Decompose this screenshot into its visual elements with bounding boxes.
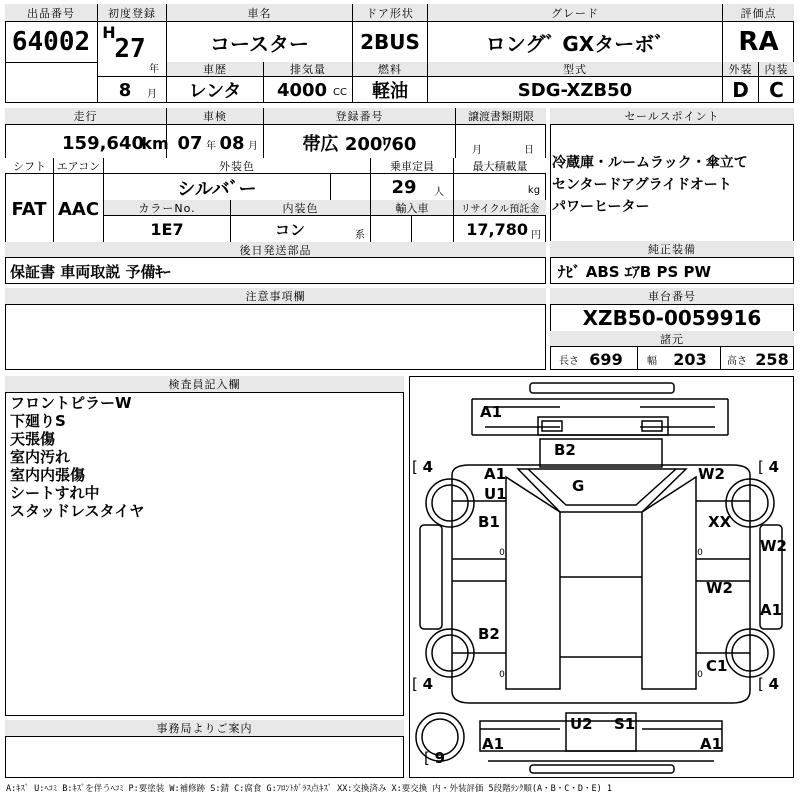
damage-legend: A:ｷｽﾞ U:ﾍｺﾐ B:ｷｽﾞを伴うﾍｺﾐ P:要塗装 W:補修跡 S:錆 C:腐食 G:ﾌﾛﾝﾄｶﾞﾗｽ点ｷｽﾞ XX:交換済み X:要交換 内・外装評価 5段階ﾗﾝｸ順(A・B・C・D・E) 1 — [6, 784, 612, 794]
score: RA — [738, 27, 779, 57]
grade-label: グレード — [428, 4, 722, 22]
history: レンタ — [188, 81, 242, 102]
svg-text:0: 0 — [499, 548, 505, 558]
transfer-day-unit: 日 — [524, 144, 534, 156]
width: 203 — [673, 349, 707, 369]
exterior-grade: D — [732, 78, 749, 102]
recycle-unit: 円 — [531, 229, 541, 241]
capacity-label: 乗車定員 — [371, 158, 453, 174]
sales-points-label: セールスポイント — [550, 108, 794, 125]
damage-right-rear: C1 — [706, 657, 728, 675]
score-label: 評価点 — [723, 4, 794, 22]
door-label: ドア形状 — [353, 4, 427, 22]
interior-color-label: 内装色 — [231, 200, 370, 216]
inspector-label: 検査員記入欄 — [5, 376, 404, 393]
grade: ロングﾞ GXターボﾞ — [485, 31, 665, 56]
reg-number: 帯広 200ﾜ60 — [302, 134, 417, 155]
width-label: 幅 — [647, 355, 657, 367]
damage-rear-bumper-right: A1 — [700, 735, 723, 753]
shift-label: シフト — [5, 158, 53, 174]
damage-hood: B2 — [554, 441, 576, 459]
tire-tread-front-right: [ 4 — [758, 458, 780, 476]
model-label: 型式 — [428, 62, 722, 77]
damage-right-panel: W2 — [706, 579, 733, 597]
inspection-year: 07 — [177, 132, 203, 154]
color-no-label: カラーNo. — [104, 200, 230, 216]
interior-color: コン — [274, 221, 305, 239]
length: 699 — [589, 349, 623, 369]
model: SDG-XZB50 — [517, 79, 633, 101]
height: 258 — [755, 349, 789, 369]
inspector-note: シートすれ中 — [10, 484, 100, 502]
inspector-note: 室内内張傷 — [10, 466, 86, 484]
damage-windshield: G — [572, 477, 585, 495]
fuel-label: 燃料 — [353, 62, 427, 77]
inspector-note: 下廻りS — [10, 412, 66, 430]
first-reg-year: 27 — [114, 34, 146, 64]
damage-right-pillar: W2 — [698, 465, 725, 483]
interior-label: 内装 — [759, 62, 794, 77]
height-label: 高さ — [727, 355, 747, 367]
import-label: 輸入車 — [371, 200, 453, 216]
parts-label: 後日発送部品 — [5, 242, 546, 258]
fuel: 軽油 — [372, 81, 408, 102]
damage-left-pillar-u: U1 — [484, 485, 507, 503]
sales-point: パワーヒーター — [552, 199, 650, 215]
chassis-label: 車台番号 — [550, 288, 794, 305]
first-reg-year-unit: 年 — [149, 63, 159, 75]
inspection-month-unit: 月 — [248, 140, 258, 152]
inspector-note: 室内汚れ — [10, 448, 71, 466]
tire-tread-rear-right: [ 4 — [758, 675, 780, 693]
displacement-label: 排気量 — [264, 62, 352, 77]
exterior-label: 外装 — [723, 62, 758, 77]
recycle-label: リサイクル預託金 — [454, 200, 546, 216]
displacement-unit: CC — [333, 86, 347, 98]
inspection-label: 車検 — [167, 108, 263, 125]
length-label: 長さ — [559, 355, 579, 367]
reg-number-label: 登録番号 — [264, 108, 455, 125]
damage-right-side-door-w2: W2 — [760, 537, 787, 555]
car-name-label: 車名 — [167, 4, 352, 22]
damage-left-rear: B2 — [478, 625, 500, 643]
mileage: 159,640 — [62, 132, 144, 154]
spare-tire-tread: [ 9 — [424, 749, 446, 767]
lot-number: 64002 — [11, 27, 91, 57]
damage-right-xx: XX — [708, 513, 732, 531]
mileage-label: 走行 — [5, 108, 166, 125]
inspector-note: フロントピラーW — [10, 394, 132, 412]
damage-rear-u2: U2 — [570, 715, 593, 733]
svg-text:0: 0 — [697, 670, 703, 680]
inspector-note: 天張傷 — [10, 430, 56, 448]
ac-label: エアコン — [54, 158, 103, 174]
car-name: コースター — [210, 31, 309, 56]
damage-left-pillar-a: A1 — [484, 465, 507, 483]
history-label: 車歴 — [167, 62, 263, 77]
sales-point: センタードアグライドオート — [552, 177, 732, 193]
first-reg-era: H — [102, 22, 116, 42]
vehicle-diagram — [409, 376, 794, 778]
exterior-color: シルバﾞー — [177, 178, 257, 200]
damage-left-front-fender: B1 — [478, 513, 500, 531]
first-reg-month-unit: 月 — [147, 88, 157, 100]
equipment: ﾅﾋﾞ ABS ｴｱB PS PW — [558, 262, 712, 281]
interior-grade: C — [769, 78, 784, 102]
damage-front-bumper: A1 — [480, 403, 503, 421]
max-load-unit: kg — [527, 184, 541, 196]
tire-tread-front-left: [ 4 — [412, 458, 434, 476]
specs-label: 諸元 — [550, 331, 794, 347]
damage-rear-s1: S1 — [614, 715, 636, 733]
capacity: 29 — [391, 177, 417, 198]
tire-tread-rear-left: [ 4 — [412, 675, 434, 693]
notes-label: 注意事項欄 — [5, 288, 546, 305]
max-load-label: 最大積載量 — [454, 158, 546, 174]
sales-point: 冷蔵庫・ルームラック・傘立て — [552, 155, 748, 171]
office-label: 事務局よりご案内 — [5, 720, 404, 737]
displacement: 4000 — [276, 79, 328, 101]
transfer-doc-label: 譲渡書類期限 — [456, 108, 546, 125]
ac: AAC — [57, 198, 100, 220]
equipment-label: 純正装備 — [550, 241, 794, 258]
mileage-unit: km — [141, 133, 169, 153]
svg-text:0: 0 — [499, 670, 505, 680]
capacity-unit: 人 — [434, 186, 444, 198]
interior-color-unit: 系 — [355, 229, 365, 241]
damage-rear-bumper-left: A1 — [482, 735, 505, 753]
damage-right-side-door-a1: A1 — [760, 601, 783, 619]
svg-text:0: 0 — [697, 548, 703, 558]
first-reg-label: 初度登録 — [98, 4, 166, 22]
parts: 保証書 車両取説 予備ｷｰ — [10, 262, 171, 281]
color-no: 1E7 — [150, 220, 184, 239]
inspection-month: 08 — [219, 132, 245, 154]
bus-outline-diagram — [410, 377, 793, 777]
shift: FAT — [11, 198, 47, 220]
inspector-note: スタッドレスタイヤ — [10, 502, 145, 520]
first-reg-month: 8 — [118, 79, 132, 101]
recycle-fee: 17,780 — [466, 220, 528, 239]
door-type: 2BUS — [360, 30, 420, 54]
inspection-year-unit: 年 — [206, 140, 216, 152]
lot-label: 出品番号 — [5, 4, 97, 22]
chassis-number: XZB50-0059916 — [582, 306, 762, 330]
exterior-color-label: 外装色 — [104, 158, 370, 174]
inspector-notes — [10, 394, 400, 520]
transfer-month-unit: 月 — [472, 144, 482, 156]
